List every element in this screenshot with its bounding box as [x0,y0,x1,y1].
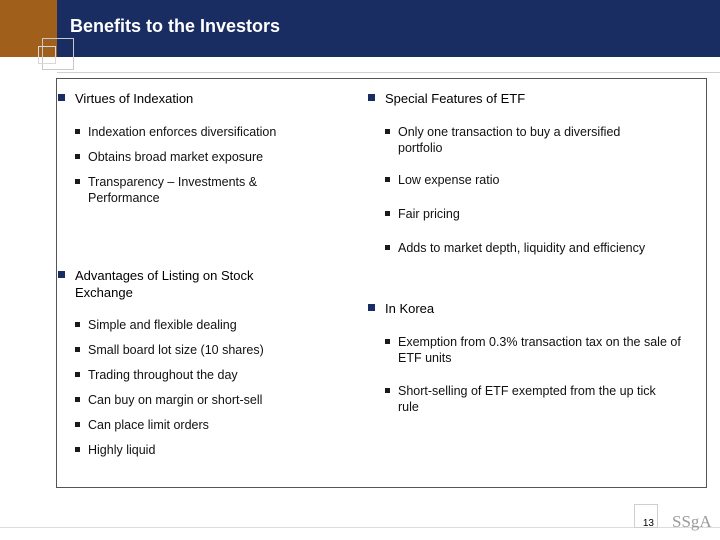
list-item [385,240,688,256]
bullet-list [385,334,688,415]
list-item-text: Adds to market depth, liquidity and efficiency [398,241,646,255]
bullet-icon [75,154,80,159]
list-item [75,124,338,140]
section-in-korea [368,300,688,415]
decorative-square [38,46,56,64]
bullet-icon [385,129,390,134]
section-special-features [368,90,688,256]
list-item [75,342,348,358]
section-heading [368,90,688,107]
list-item [385,172,688,188]
bullet-icon [75,447,80,452]
list-item [385,124,668,156]
ssga-logo: SSgA [672,512,712,531]
list-item-text: Can place limit orders [88,418,209,432]
list-item-text: Indexation enforces diversification [88,125,277,139]
list-item-text: Low expense ratio [398,173,500,187]
list-item [385,334,683,366]
list-item-text: Trading throughout the day [88,368,238,382]
square-bullet-icon [368,304,375,311]
section-heading [368,300,688,317]
list-item-text: Small board lot size (10 shares) [88,343,264,357]
list-item [75,367,348,383]
bullet-list [75,124,338,206]
list-item [75,317,348,333]
section-heading [58,267,305,301]
list-item-text: Can buy on margin or short-sell [88,393,263,407]
list-item-text: Transparency – Investments & Performance [88,175,258,205]
list-item [75,174,303,206]
list-item [385,206,688,222]
bullet-icon [75,372,80,377]
list-item [75,417,348,433]
list-item-text: Fair pricing [398,207,460,221]
slide-title: Benefits to the Investors [70,16,281,36]
bullet-icon [385,177,390,182]
bullet-icon [385,211,390,216]
bullet-list [385,124,688,256]
list-item [75,442,348,458]
square-bullet-icon [58,271,65,278]
section-heading [58,90,338,107]
list-item [385,383,673,415]
list-item [75,392,348,408]
list-item-text: Highly liquid [88,443,156,457]
bullet-icon [385,339,390,344]
square-bullet-icon [58,94,65,101]
bullet-icon [75,347,80,352]
page-number: 13 [634,504,658,528]
list-item-text: Short-selling of ETF exempted from the up tick rule [398,384,656,414]
bullet-icon [75,129,80,134]
bullet-icon [385,245,390,250]
heading-text: Special Features of ETF [385,91,526,106]
list-item-text: Exemption from 0.3% transaction tax on the sale of ETF units [398,335,681,365]
bullet-icon [385,388,390,393]
bullet-icon [75,179,80,184]
list-item-text: Simple and flexible dealing [88,318,237,332]
footer-divider [0,527,720,528]
bullet-icon [75,322,80,327]
list-item [75,149,338,165]
section-advantages [58,267,348,458]
heading-text: Advantages of Listing on Stock Exchange [75,268,254,300]
bullet-icon [75,422,80,427]
bullet-list [75,317,348,458]
list-item-text: Obtains broad market exposure [88,150,264,164]
heading-text: In Korea [385,301,435,316]
square-bullet-icon [368,94,375,101]
list-item-text: Only one transaction to buy a diversified portfolio [398,125,621,155]
section-virtues [58,90,338,206]
header-divider [57,72,720,73]
bullet-icon [75,397,80,402]
heading-text: Virtues of Indexation [75,91,194,106]
